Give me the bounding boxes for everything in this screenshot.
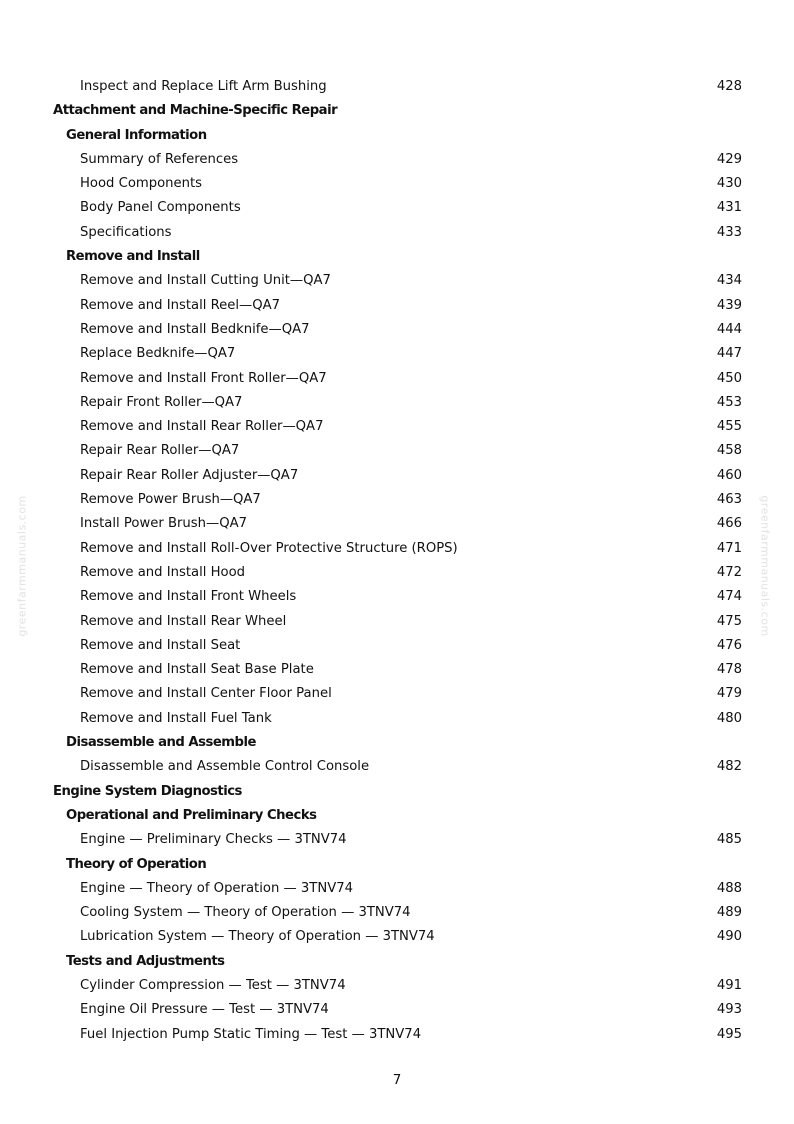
toc-entry-title: Engine — Preliminary Checks — 3TNV74: [80, 832, 347, 848]
page-number: 7: [392, 1072, 402, 1088]
toc-entry-page-number: 495: [716, 1026, 742, 1042]
toc-entry[interactable]: [0, 901, 794, 925]
toc-entry[interactable]: [0, 755, 794, 779]
toc-entry[interactable]: [0, 342, 794, 366]
toc-entry-page-number: 489: [716, 905, 742, 921]
toc-subsection-heading: [0, 731, 794, 755]
toc-entry-title: Remove and Install Seat: [80, 637, 241, 653]
toc-entry-title: Inspect and Replace Lift Arm Bushing: [80, 79, 327, 94]
toc-entry-title: Remove and Install Front Wheels: [80, 589, 297, 605]
toc-entry-title: Engine System Diagnostics: [53, 783, 242, 799]
watermark-left: greenfarmmanuals.com: [15, 495, 29, 637]
toc-entry[interactable]: [0, 682, 794, 706]
toc-entry-page-number: 444: [716, 321, 742, 337]
toc-entry-page-number: 474: [716, 589, 742, 605]
toc-entry-title: Remove and Install Cutting Unit—QA7: [80, 273, 331, 289]
toc-entry-page-number: 447: [716, 346, 742, 362]
toc-entry-title: Theory of Operation: [66, 856, 207, 872]
toc-entry-title: Replace Bedknife—QA7: [80, 346, 236, 362]
toc-entry[interactable]: [0, 196, 794, 220]
toc-entry[interactable]: [0, 269, 794, 293]
toc-entry-page-number: 430: [716, 176, 742, 192]
table-of-contents: [0, 75, 794, 1047]
toc-entry[interactable]: [0, 318, 794, 342]
toc-entry-title: Remove and Install Front Roller—QA7: [80, 370, 327, 386]
toc-entry-title: Tests and Adjustments: [66, 953, 225, 969]
toc-entry[interactable]: [0, 294, 794, 318]
toc-section-heading: [0, 780, 794, 804]
toc-entry-page-number: 493: [716, 1002, 742, 1018]
toc-entry[interactable]: [0, 707, 794, 731]
toc-entry[interactable]: [0, 75, 794, 99]
toc-entry[interactable]: [0, 1023, 794, 1047]
toc-entry-title: Specifications: [80, 224, 172, 240]
toc-entry-title: Disassemble and Assemble: [66, 735, 256, 751]
toc-entry-title: Lubrication System — Theory of Operation — 3TNV74: [80, 929, 435, 945]
watermark-right: greenfarmmanuals.com: [758, 495, 772, 637]
toc-entry-title: Remove and Install Fuel Tank: [80, 710, 272, 726]
toc-entry-title: Remove and Install Seat Base Plate: [80, 662, 314, 678]
toc-entry[interactable]: [0, 221, 794, 245]
toc-entry-title: Summary of References: [80, 151, 239, 167]
toc-entry-page-number: 482: [716, 759, 742, 775]
toc-entry-title: Engine Oil Pressure — Test — 3TNV74: [80, 1002, 329, 1018]
toc-entry-title: General Information: [66, 127, 207, 143]
toc-entry-page-number: 488: [716, 880, 742, 896]
toc-entry-page-number: 460: [716, 467, 742, 483]
toc-entry-page-number: 485: [716, 832, 742, 848]
toc-section-heading: [0, 99, 794, 123]
toc-subsection-heading: [0, 245, 794, 269]
toc-entry-title: Remove and Install: [66, 249, 200, 265]
toc-entry-page-number: 458: [716, 443, 742, 459]
toc-entry[interactable]: [0, 561, 794, 585]
toc-entry-page-number: 491: [716, 977, 742, 993]
toc-entry-title: Hood Components: [80, 176, 203, 192]
toc-entry-page-number: 455: [716, 419, 742, 435]
toc-entry-title: Repair Front Roller—QA7: [80, 394, 243, 410]
toc-entry-title: Remove and Install Reel—QA7: [80, 297, 281, 313]
toc-entry-page-number: 480: [716, 710, 742, 726]
toc-entry-page-number: 471: [716, 540, 742, 556]
toc-entry-title: Operational and Preliminary Checks: [66, 807, 317, 823]
toc-entry[interactable]: [0, 585, 794, 609]
toc-entry-title: Install Power Brush—QA7: [80, 516, 247, 532]
toc-entry[interactable]: [0, 464, 794, 488]
toc-entry[interactable]: [0, 439, 794, 463]
toc-entry-title: Cooling System — Theory of Operation — 3TNV74: [80, 905, 411, 921]
toc-entry-title: Fuel Injection Pump Static Timing — Test — 3TNV74: [80, 1026, 422, 1042]
toc-entry-page-number: 450: [716, 370, 742, 386]
toc-entry[interactable]: [0, 828, 794, 852]
toc-entry-page-number: 466: [716, 516, 742, 532]
toc-entry-page-number: 472: [716, 564, 742, 580]
toc-entry-page-number: 453: [716, 394, 742, 410]
toc-subsection-heading: [0, 804, 794, 828]
toc-entry-page-number: 476: [716, 637, 742, 653]
toc-entry[interactable]: [0, 415, 794, 439]
toc-entry-page-number: 475: [716, 613, 742, 629]
toc-entry-page-number: 428: [716, 79, 742, 94]
toc-entry[interactable]: [0, 512, 794, 536]
toc-entry-title: Body Panel Components: [80, 200, 241, 216]
toc-entry-page-number: 434: [716, 273, 742, 289]
toc-subsection-heading: [0, 853, 794, 877]
toc-entry-title: Repair Rear Roller—QA7: [80, 443, 240, 459]
toc-subsection-heading: [0, 950, 794, 974]
toc-entry-title: Repair Rear Roller Adjuster—QA7: [80, 467, 299, 483]
toc-entry-title: Remove Power Brush—QA7: [80, 492, 261, 508]
toc-entry[interactable]: [0, 148, 794, 172]
toc-entry[interactable]: [0, 634, 794, 658]
toc-entry[interactable]: [0, 610, 794, 634]
toc-entry-title: Remove and Install Bedknife—QA7: [80, 321, 310, 337]
toc-entry[interactable]: [0, 974, 794, 998]
toc-entry-page-number: 490: [716, 929, 742, 945]
toc-entry[interactable]: [0, 488, 794, 512]
toc-entry-title: Disassemble and Assemble Control Console: [80, 759, 370, 775]
toc-entry-title: Engine — Theory of Operation — 3TNV74: [80, 880, 353, 896]
toc-entry-title: Remove and Install Hood: [80, 564, 246, 580]
toc-entry[interactable]: [0, 172, 794, 196]
toc-entry-title: Remove and Install Rear Wheel: [80, 613, 287, 629]
toc-entry[interactable]: [0, 537, 794, 561]
toc-entry-page-number: 433: [716, 224, 742, 240]
toc-entry-page-number: 429: [716, 151, 742, 167]
toc-entry[interactable]: [0, 391, 794, 415]
toc-entry-page-number: 478: [716, 662, 742, 678]
toc-entry[interactable]: [0, 658, 794, 682]
toc-entry-page-number: 431: [716, 200, 742, 216]
toc-entry[interactable]: [0, 367, 794, 391]
toc-entry-page-number: 463: [716, 492, 742, 508]
toc-entry[interactable]: [0, 877, 794, 901]
toc-entry-title: Remove and Install Rear Roller—QA7: [80, 419, 324, 435]
toc-entry[interactable]: [0, 925, 794, 949]
toc-entry[interactable]: [0, 998, 794, 1022]
toc-entry-title: Cylinder Compression — Test — 3TNV74: [80, 977, 346, 993]
toc-entry-page-number: 479: [716, 686, 742, 702]
toc-entry-title: Remove and Install Roll-Over Protective Structure (ROPS): [80, 540, 458, 556]
toc-entry-title: Remove and Install Center Floor Panel: [80, 686, 332, 702]
toc-entry-page-number: 439: [716, 297, 742, 313]
toc-subsection-heading: [0, 124, 794, 148]
toc-entry-title: Attachment and Machine-Specific Repair: [53, 103, 338, 119]
